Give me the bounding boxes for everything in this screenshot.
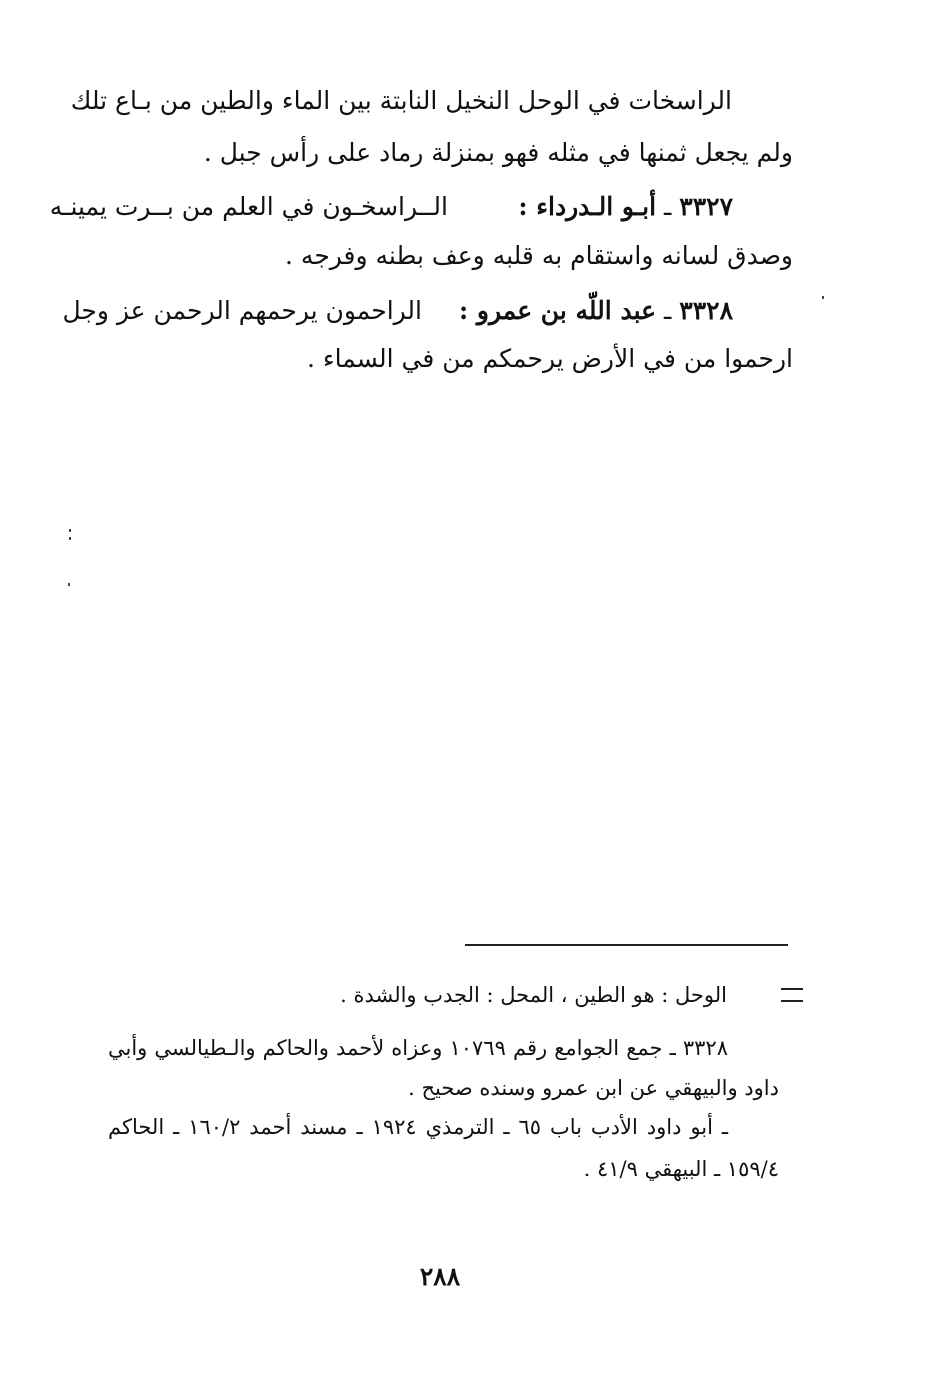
hadith-3328-heading <box>459 298 733 323</box>
hadith-3327-heading <box>518 194 733 219</box>
hadith-number: ٣٣٢٧ <box>679 192 733 221</box>
scan-speck <box>69 529 71 532</box>
footnote-line-4: ١٥٩/٤ ـ البيهقي ٤١/٩ . <box>583 1157 779 1181</box>
footnote-line-3: ـ أبو داود الأدب باب ٦٥ ـ الترمذي ١٩٢٤ ـ مسند أحمد ١٦٠/٢ ـ الحاكم <box>108 1115 728 1139</box>
entry-continuation-line-1: الراسخات في الوحل النخيل النابتة بين الماء والطين من بـاع تلك <box>70 86 732 115</box>
hadith-3328-text-line-2: ارحموا من في الأرض يرحمكم من في السماء . <box>306 344 793 373</box>
hadith-3328-text-line-1: الراحمون يرحمهم الرحمن عز وجل <box>62 296 422 325</box>
scan-speck <box>69 537 71 540</box>
footnote-gloss: الوحل : هو الطين ، المحل : الجدب والشدة . <box>340 983 727 1007</box>
scan-speck <box>822 296 824 299</box>
hadith-narrator: عبد اللّه بن عمرو : <box>458 296 657 325</box>
hadith-3327-text-line-2: وصدق لسانه واستقام به قلبه وعف بطنه وفرجه . <box>285 241 793 270</box>
footnote-line-1: ٣٣٢٨ ـ جمع الجوامع رقم ١٠٧٦٩ وعزاه لأحمد والحاكم والـطيالسي وأبي <box>108 1036 728 1060</box>
entry-continuation-line-2: ولم يجعل ثمنها في مثله فهو بمنزلة رماد على رأس جبل . <box>203 138 793 167</box>
hadith-dash: ـ <box>664 296 672 325</box>
scan-speck <box>68 583 70 586</box>
footnote-line-2: داود والبيهقي عن ابن عمرو وسنده صحيح . <box>408 1076 779 1100</box>
footnote-separator <box>465 944 788 946</box>
hadith-narrator: أبـو الـدرداء : <box>518 192 657 221</box>
hadith-3327-text-line-1: الــراسخـون في العلم من بــرت يمينـه <box>49 192 448 221</box>
footnote-marker <box>781 988 803 1002</box>
hadith-number: ٣٣٢٨ <box>679 296 733 325</box>
hadith-dash: ـ <box>664 192 672 221</box>
page-number: ٢٨٨ <box>419 1262 461 1291</box>
